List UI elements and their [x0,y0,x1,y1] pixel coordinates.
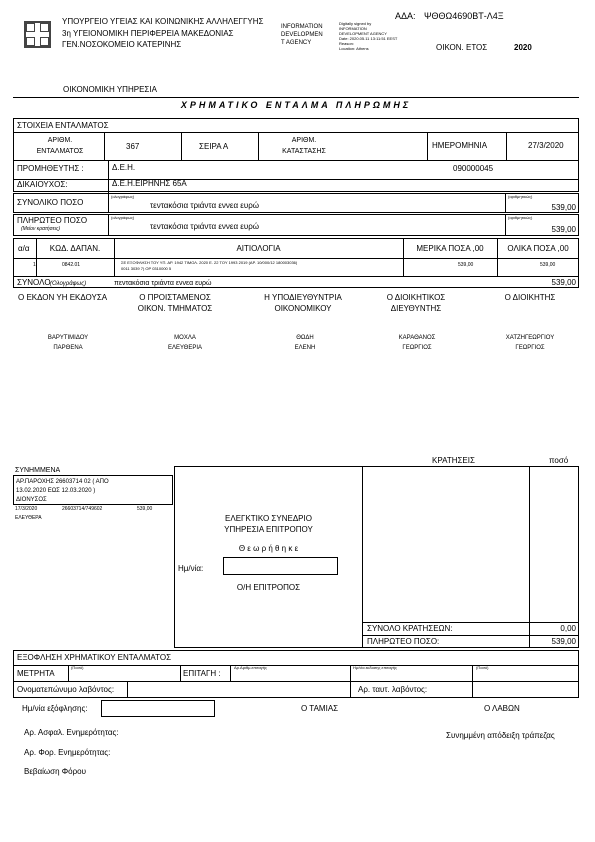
deductions-payable-label: ΠΛΗΡΩΤΕΟ ΠΟΣΟ: [367,637,440,646]
signature-name: ΘΩΔΗ [296,335,314,341]
signature-role: ΟΙΚΟΝ. ΤΜΗΜΑΤΟΣ [137,304,213,313]
cheque-number-hint: Αρ.Αριθμ.επιταγής [234,665,267,670]
ada-label: ΑΔΑ: [395,11,416,21]
col-header-aa: α/α [18,244,30,253]
col-header-total: ΟΛΙΚΑ ΠΟΣΑ ,00 [507,244,569,253]
table-row-code: 0842.01 [62,262,81,268]
table-row-partial: 539,00 [458,262,474,268]
signature-name: ΧΑΤΖΗΓΕΩΡΓΙΟΥ [505,335,555,341]
beneficiary-label: ΔΙΚΑΙΟΥΧΟΣ: [17,180,68,189]
signature-stamp-line: DEVELOPMEN [281,32,323,38]
audit-seen: Θ ε ω ρ ή θ η κ ε [238,544,299,553]
tax-cert-label: Αρ. Φορ. Ενημερότητας: [24,748,111,757]
statement-no-label: ΚΑΤΑΣΤΑΣΗΣ [282,148,326,155]
series: ΣΕΙΡΑ Α [199,142,229,151]
fiscal-year-label: ΟΙΚΟΝ. ΕΤΟΣ [436,43,488,52]
total-number-hint: (αριθμητικώς) [508,194,533,199]
tax-confirmation-label: Βεβαίωση Φόρου [24,767,86,776]
table-row-aa: 1 [33,262,36,268]
region-name: 3η ΥΓΕΙΟΝΟΜΙΚΗ ΠΕΡΙΦΕΡΕΙΑ ΜΑΚΕΔΟΝΙΑΣ [62,29,234,38]
deductions-label: ΚΡΑΤΗΣΕΙΣ [432,456,475,465]
ada-value: ΨΘΘΩ4690ΒΤ-Λ4Ξ [424,11,504,21]
signature-stamp-detail: Location: Athens [339,46,369,51]
total-amount-words: τεντακόσια τριάντα εννεα ευρώ [150,201,260,210]
audit-commissioner: Ο/Η ΕΠΙΤΡΟΠΟΣ [236,583,301,592]
beneficiary: Δ.Ε.Η.ΕΙΡΗΝΗΣ 65Α [112,179,187,188]
signature-name: ΜΟΧΛΑ [174,335,196,341]
audit-date-label: Ημ/νία: [178,564,204,573]
deductions-total-value: 0,00 [560,624,576,633]
attachment-text: 13.02.2020 ΕΩΣ 12.03.2020 ) [16,488,96,494]
cheque-amount-hint: (Ποσό) [476,665,489,670]
signature-role: Ο ΔΙΟΙΚΗΤΗΣ [504,293,556,302]
sum-amount: 539,00 [551,278,576,287]
supplier-code: 090000045 [453,164,494,173]
signature-stamp-detail: Digitally signed by [339,21,372,26]
order-no-label: ΕΝΤΑΛΜΑΤΟΣ [36,148,84,155]
deductions-amount-label: ποσό [549,456,569,465]
signature-name: ΚΑΡΑΘΑΝΟΣ [398,335,436,341]
attachments-label: ΣΥΝΗΜΜΕΝΑ [15,467,61,474]
signature-stamp-detail: Date: 2020.05.11 13:11:51 EEST [339,36,398,41]
attachment-text: ΑΡ.ΠΑΡΟΧΗΣ 26603714 02 ( ΑΠΟ [16,479,109,485]
signature-stamp-detail: INFORMATION [339,26,367,31]
audit-subtitle: ΥΠΗΡΕΣΙΑ ΕΠΙΤΡΟΠΟΥ [224,525,313,534]
audit-title: ΕΛΕΓΚΤΙΚΟ ΣΥΝΕΔΡΙΟ [225,514,312,523]
audit-date-field[interactable] [223,557,338,575]
supplier-label: ΠΡΟΜΗΘΕΥΤΗΣ : [17,164,84,173]
cash-label: ΜΕΤΡΗΤΑ [17,669,55,678]
table-row-reason: ΣΕ ΕΞΟΦΛΗΣΗ ΤΟΥ ΥΠ. ΑΡ. 1942 ΤΙΜΟΛ. 2020 Ε. 22 ΤΟΥ 1993 2019 (ΑΡ. 10/000/12 180003036) [121,260,298,265]
ministry-name: ΥΠΟΥΡΓΕΙΟ ΥΓΕΙΑΣ ΚΑΙ ΚΟΙΝΩΝΙΚΗΣ ΑΛΛΗΛΕΓΓΥΗΣ [62,17,264,26]
signature-stamp-line: INFORMATION [281,24,323,30]
supplier: Δ.Ε.Η. [112,163,136,172]
service-name: ΟΙΚΟΝΟΜΙΚΗ ΥΠΗΡΕΣΙΑ [63,85,157,94]
insurance-cert-label: Αρ. Ασφαλ. Ενημερότητας: [24,728,119,737]
date-label: ΗΜΕΡΟΜΗΝΙΑ [432,141,488,150]
col-header-code: ΚΩΔ. ΔΑΠΑΝ. [49,244,101,253]
attachment-name: ΕΛΕΥΘΕΡΑ [15,515,42,521]
payable-amount-words: τεντακόσια τριάντα εννεα ευρώ [150,222,260,231]
attachment-number: 26603714/749602 [62,506,103,512]
table-row-total: 539,00 [540,262,556,268]
cheque-label: ΕΠΙΤΑΓΗ : [183,669,221,678]
col-header-partial: ΜΕΡΙΚΑ ΠΟΣΑ ,00 [416,244,484,253]
cross-logo [24,21,51,48]
signature-name: ΓΕΩΡΓΙΟΣ [515,345,545,351]
hospital-name: ΓΕΝ.ΝΟΣΟΚΟΜΕΙΟ ΚΑΤΕΡΙΝΗΣ [62,40,182,49]
signature-stamp-detail: Reason: [339,41,354,46]
cash-hint: (Ποσό) [71,665,84,670]
total-words-hint: (ολογράφως) [111,194,135,199]
document-title: ΧΡΗΜΑΤΙΚΟ ΕΝΤΑΛΜΑ ΠΛΗΡΩΜΗΣ [180,100,412,110]
attachment-amount: 539,00 [137,506,153,512]
pay-date-label: Ημ/νία εξόφλησης: [22,704,88,713]
signature-role: Ο ΕΚΔΟΝ ΥΗ ΕΚΔΟΥΣΑ [18,293,108,302]
payable-amount-sublabel: (Μείον κρατήσεις) [21,226,61,232]
signature-name: ΕΛΕΝΗ [294,345,316,351]
receiver-label: Ο ΛΑΒΩΝ [484,704,520,713]
attachment-date: 17/3/2020 [15,506,38,512]
signature-stamp-line: T AGENCY [281,40,312,46]
attachment-text: ΔΙΟΝΥΣΟΣ [16,497,47,503]
signature-role: ΔΙΕΥΘΥΝΤΗΣ [390,304,442,313]
settlement-title: ΕΞΟΦΛΗΣΗ ΧΡΗΜΑΤΙΚΟΥ ΕΝΤΑΛΜΑΤΟΣ [17,653,172,662]
signature-role: ΟΙΚΟΝΟΜΙΚΟΥ [274,304,332,313]
pay-date-field[interactable] [101,700,215,717]
deductions-table [363,466,579,648]
sum-hint: (Ολογράφως) [50,281,87,287]
col-header-reason: ΑΙΤΙΟΛΟΓΙΑ [236,244,281,253]
statement-no-label: ΑΡΙΘΜ. [291,137,317,144]
order-number: 367 [126,142,140,151]
order-no-label: ΑΡΙΘΜ. [47,137,73,144]
deductions-total-label: ΣΥΝΟΛΟ ΚΡΑΤΗΣΕΩΝ: [367,624,453,633]
fiscal-year: 2020 [514,43,532,52]
signature-name: ΓΕΩΡΓΙΟΣ [402,345,432,351]
payable-amount: 539,00 [551,225,576,234]
table-row-reason: 0011 3039 7) ΟΡ 0310000 5 [121,266,172,271]
total-amount: 539,00 [551,203,576,212]
deductions-payable-value: 539,00 [551,637,576,646]
receiver-id-label: Αρ. ταυτ. λαβόντος: [358,685,428,694]
payable-words-hint: (ολογράφως) [111,215,135,220]
payable-number-hint: (αριθμητικώς) [508,215,533,220]
sum-words: πεντακόσια τριάντα εννεα ευρώ [114,280,212,287]
payable-amount-label: ΠΛΗΡΩΤΕΟ ΠΟΣΟ [17,216,88,225]
signature-role: Ο ΠΡΟΙΣΤΑΜΕΝΟΣ [139,293,211,302]
signature-name: ΠΑΡΘΕΝΑ [53,345,83,351]
total-amount-label: ΣΥΝΟΛΙΚΟ ΠΟΣΟ [17,198,84,207]
signature-name: ΒΑΡΥΤΙΜΙΔΟΥ [47,335,89,341]
signature-role: Ο ΔΙΟΙΚΗΤΙΚΟΣ [386,293,446,302]
cheque-date-hint: Ημ/νία εκδοσης επιταγής [353,665,397,670]
receiver-name-label: Ονοματεπώνυμο λαβόντος: [17,685,115,694]
section-info-label: ΣΤΟΙΧΕΙΑ ΕΝΤΑΛΜΑΤΟΣ [17,121,109,130]
signature-role: Η ΥΠΟΔΙΕΥΘΥΝΤΡΙΑ [264,293,342,302]
sum-label: ΣΥΝΟΛΟ [17,278,51,287]
signature-stamp-detail: DEVELOPMENT AGENCY [339,31,387,36]
order-date: 27/3/2020 [528,141,564,150]
cashier-label: Ο ΤΑΜΙΑΣ [301,704,339,713]
bank-receipt-label: Συνημμένη απόδειξη τράπεζας [446,731,555,740]
signature-name: ΕΛΕΥΘΕΡΙΑ [167,345,203,351]
